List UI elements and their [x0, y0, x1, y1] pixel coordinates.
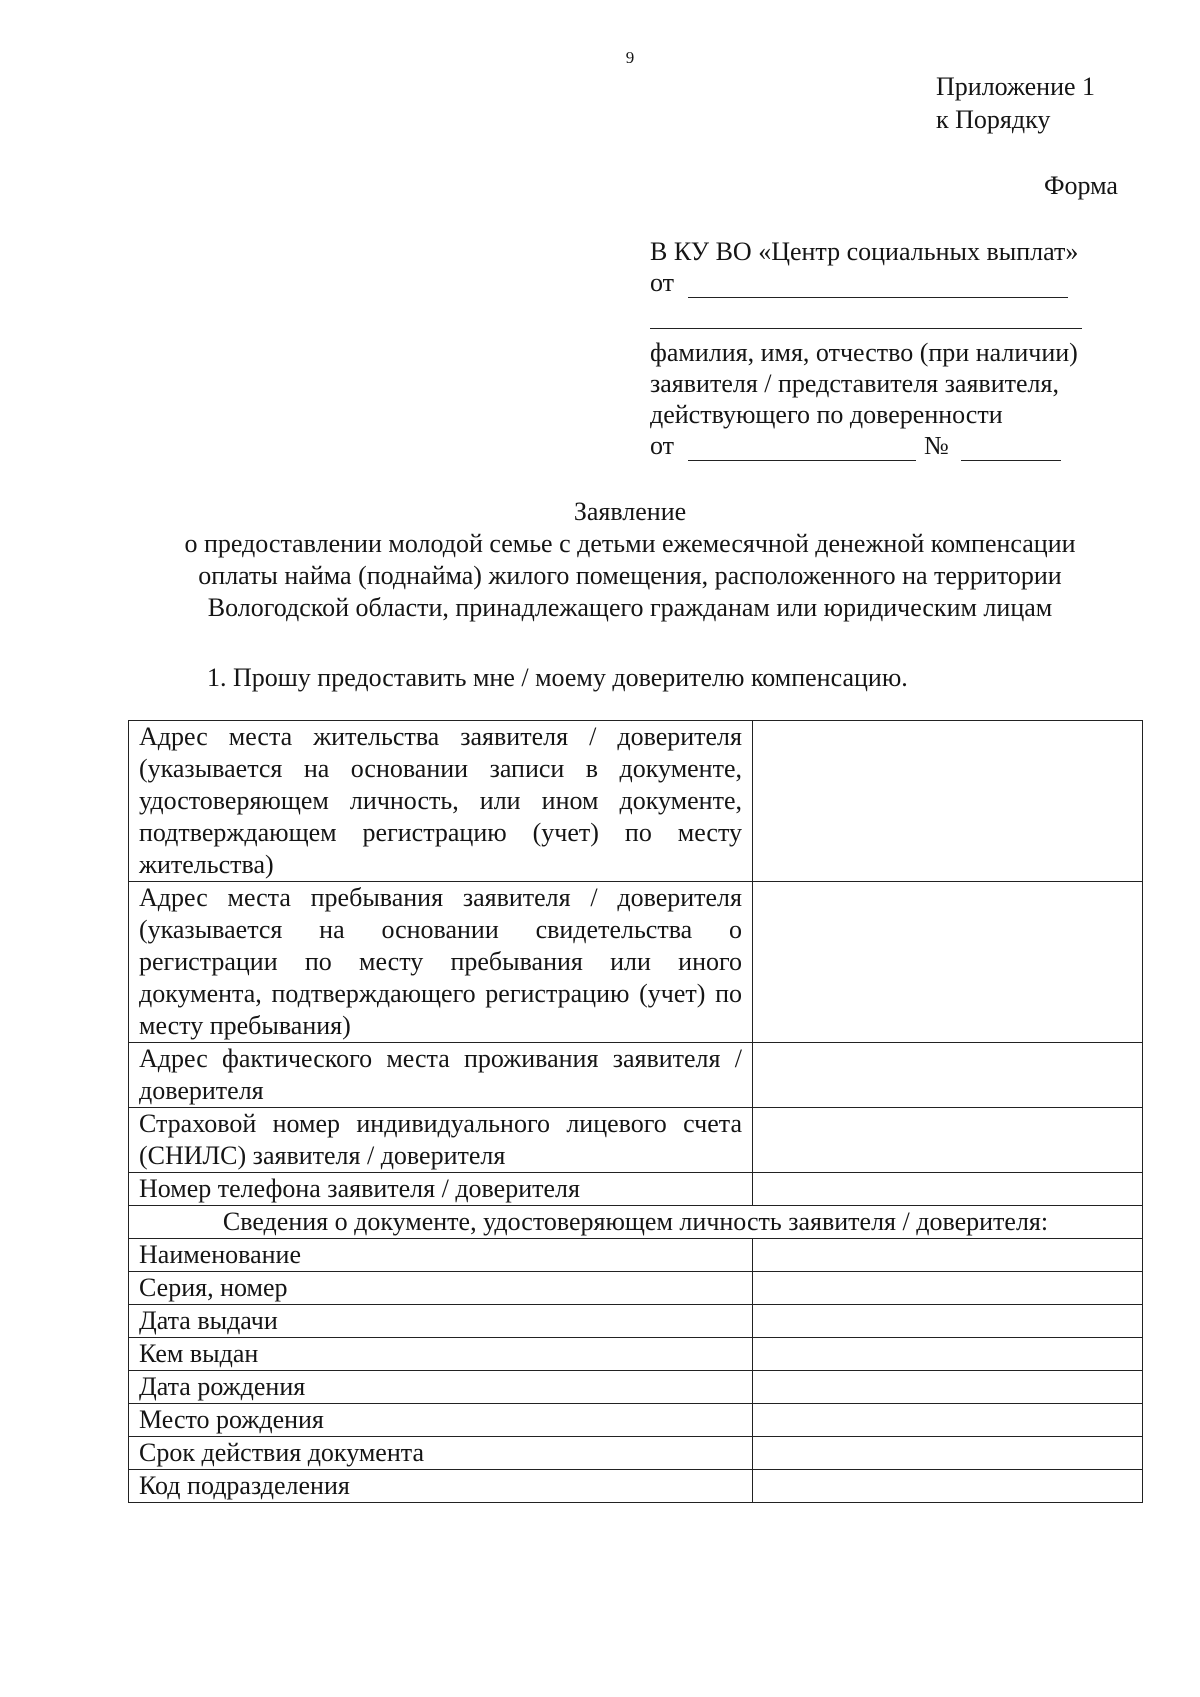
from-row: [650, 267, 1120, 298]
title-line-3: оплаты найма (поднайма) жилого помещения, расположенного на территории: [198, 561, 1062, 590]
row-value-issued-by[interactable]: [753, 1338, 1143, 1371]
row-value-division-code[interactable]: [753, 1470, 1143, 1503]
row-label-issue-date: Дата выдачи: [129, 1305, 753, 1338]
appendix-reference: [936, 70, 1095, 136]
row-label-birth-date: Дата рождения: [129, 1371, 753, 1404]
section-heading-row: [129, 1206, 1143, 1239]
addressee-to: В КУ ВО «Центр социальных выплат»: [650, 237, 1079, 266]
row-label-birth-place: Место рождения: [129, 1404, 753, 1437]
row-label-phone: Номер телефона заявителя / доверителя: [129, 1173, 753, 1206]
form-label: Форма: [1044, 171, 1118, 200]
row-value-series-number[interactable]: [753, 1272, 1143, 1305]
from-row-2: [650, 298, 1120, 329]
page-number: 9: [625, 48, 635, 67]
power-of-attorney-date-field[interactable]: [688, 434, 916, 461]
row-label-stay-address: Адрес места пребывания заявителя / доверителя (указывается на основании свидетельства о регистрации по месту пребывания или иного документа, подтверждающего регистрацию (учет) по месту пребывания): [129, 882, 753, 1043]
application-table: [128, 720, 1143, 1503]
table-row: [129, 1108, 1143, 1173]
table-row: [129, 1437, 1143, 1470]
table-row: [129, 721, 1143, 882]
row-value-snils[interactable]: [753, 1108, 1143, 1173]
title-line-2: о предоставлении молодой семье с детьми ежемесячной денежной компенсации: [184, 529, 1076, 558]
row-label-residence-address: Адрес места жительства заявителя / доверителя (указывается на основании записи в документе, удостоверяющем личность, или ином документе, подтверждающем регистрацию (учет) по месту жительства): [129, 721, 753, 882]
number-sign: №: [924, 431, 949, 460]
row-label-actual-address: Адрес фактического места проживания заявителя / доверителя: [129, 1043, 753, 1108]
row-value-residence-address[interactable]: [753, 721, 1143, 882]
row-label-snils: Страховой номер индивидуального лицевого счета (СНИЛС) заявителя / доверителя: [129, 1108, 753, 1173]
identity-document-heading: Сведения о документе, удостоверяющем личность заявителя / доверителя:: [129, 1206, 1143, 1239]
table-row: [129, 1239, 1143, 1272]
appendix-line-1: Приложение 1: [936, 72, 1096, 101]
row-value-actual-address[interactable]: [753, 1043, 1143, 1108]
caption-line-1: фамилия, имя, отчество (при наличии): [650, 338, 1078, 367]
addressee-block: [650, 236, 1120, 461]
row-label-issued-by: Кем выдан: [129, 1338, 753, 1371]
row-value-issue-date[interactable]: [753, 1305, 1143, 1338]
date-prefix: от: [650, 431, 675, 460]
row-label-doc-name: Наименование: [129, 1239, 753, 1272]
table-row: [129, 1305, 1143, 1338]
row-label-validity: Срок действия документа: [129, 1437, 753, 1470]
appendix-line-2: к Порядку: [936, 105, 1051, 134]
document-title: [110, 496, 1150, 624]
row-value-phone[interactable]: [753, 1173, 1143, 1206]
table-row: [129, 1173, 1143, 1206]
power-of-attorney-row: [650, 430, 1120, 461]
power-of-attorney-number-field[interactable]: [961, 434, 1061, 461]
caption-line-3: действующего по доверенности: [650, 400, 1003, 429]
table-row: [129, 1043, 1143, 1108]
paragraph-1: 1. Прошу предоставить мне / моему доверителю компенсацию.: [207, 663, 908, 692]
title-line-1: Заявление: [573, 497, 687, 526]
from-prefix: от: [650, 268, 675, 297]
table-row: [129, 1470, 1143, 1503]
applicant-name-field-2[interactable]: [650, 302, 1082, 329]
table-row: [129, 1404, 1143, 1437]
row-value-validity[interactable]: [753, 1437, 1143, 1470]
table-row: [129, 1272, 1143, 1305]
row-value-doc-name[interactable]: [753, 1239, 1143, 1272]
row-value-birth-date[interactable]: [753, 1371, 1143, 1404]
row-value-birth-place[interactable]: [753, 1404, 1143, 1437]
table-row: [129, 1338, 1143, 1371]
table-row: [129, 1371, 1143, 1404]
caption-line-2: заявителя / представителя заявителя,: [650, 369, 1059, 398]
applicant-name-field-1[interactable]: [688, 271, 1068, 298]
row-label-series-number: Серия, номер: [129, 1272, 753, 1305]
row-label-division-code: Код подразделения: [129, 1470, 753, 1503]
table-row: [129, 882, 1143, 1043]
title-line-4: Вологодской области, принадлежащего гражданам или юридическим лицам: [207, 593, 1053, 622]
row-value-stay-address[interactable]: [753, 882, 1143, 1043]
